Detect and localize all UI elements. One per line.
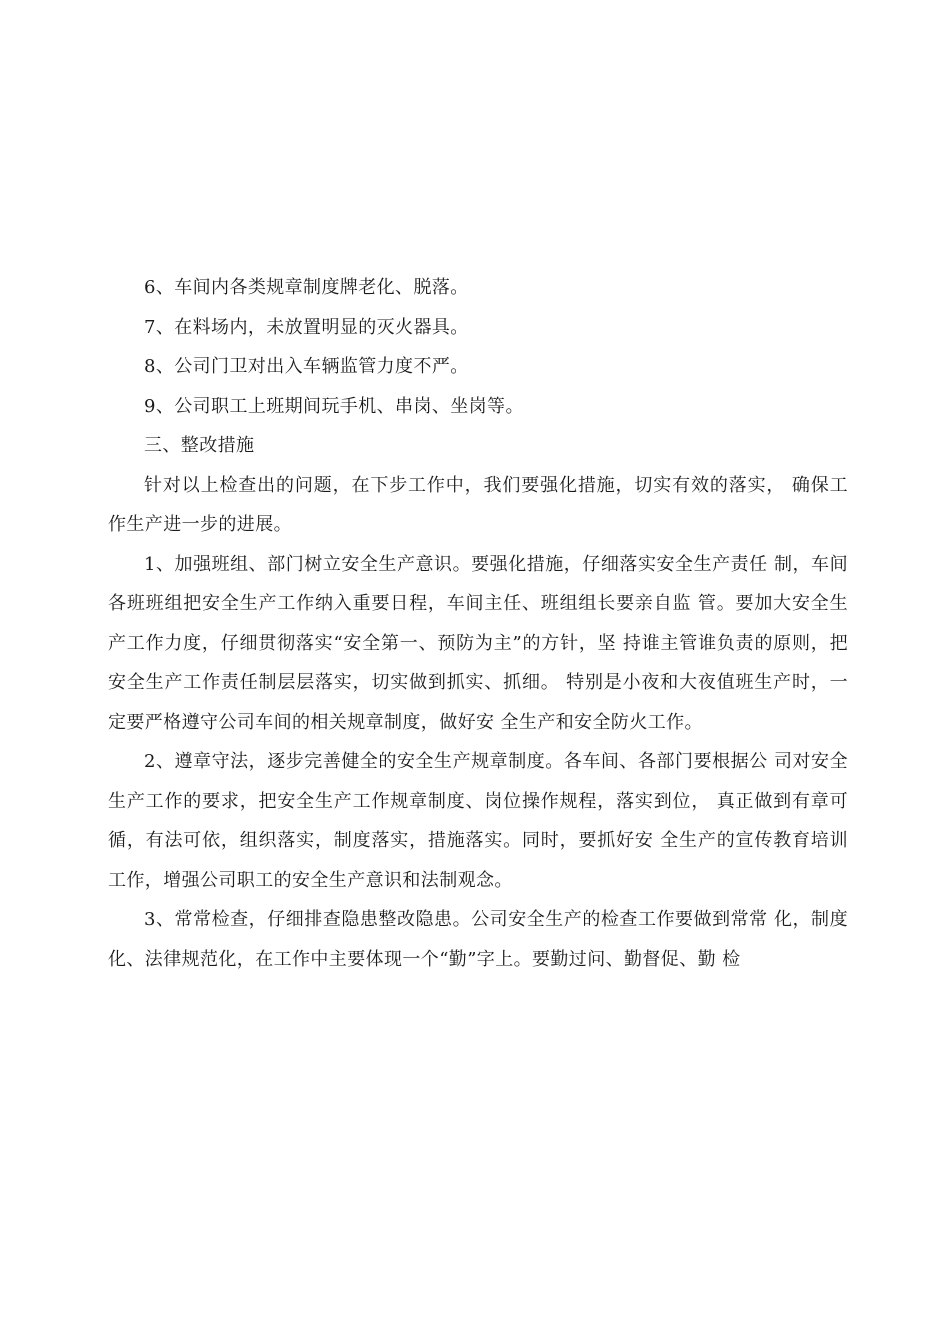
list-item-9: 9、公司职工上班期间玩手机、串岗、坐岗等。 xyxy=(144,395,524,417)
list-item-7: 7、在料场内，未放置明显的灭火器具。 xyxy=(144,316,469,338)
list-item-6: 6、车间内各类规章制度牌老化、脱落。 xyxy=(144,277,469,298)
measure-2-paragraph: 2、遵章守法，逐步完善健全的安全生产规章制度。各车间、各部门要根据公 司对安全生产工作的要求，把安全生产工作规章制度、岗位操作规程，落实到位， 真正做到有章可循，有法可依，组织落实，制度落实，措施落实。同时，要抓好安 全生产的宣传教育培训工作，增强公司职工的安全生产意识和法制观念。 xyxy=(108,751,848,891)
document-body xyxy=(108,268,848,979)
measure-1-paragraph: 1、加强班组、部门树立安全生产意识。要强化措施，仔细落实安全生产责任 制，车间各班班组把安全生产工作纳入重要日程，车间主任、班组组长要亲自监 管。要加大安全生产工作力度，仔细贯彻落实“安全第一、预防为主”的方针，坚 持谁主管谁负责的原则，把安全生产工作责任制层层落实，切实做到抓实、抓细。 特别是小夜和大夜值班生产时，一定要严格遵守公司车间的相关规章制度，做好安 全生产和安全防火工作。 xyxy=(108,553,848,733)
intro-paragraph: 针对以上检查出的问题，在下步工作中，我们要强化措施，切实有效的落实， 确保工作生产进一步的进展。 xyxy=(108,474,848,535)
measure-3-paragraph: 3、常常检查，仔细排查隐患整改隐患。公司安全生产的检查工作要做到常常 化，制度化、法律规范化，在工作中主要体现一个“勤”字上。要勤过问、勤督促、勤 检 xyxy=(108,909,848,970)
section-heading: 三、整改措施 xyxy=(144,435,255,456)
list-item-8: 8、公司门卫对出入车辆监管力度不严。 xyxy=(144,356,469,377)
